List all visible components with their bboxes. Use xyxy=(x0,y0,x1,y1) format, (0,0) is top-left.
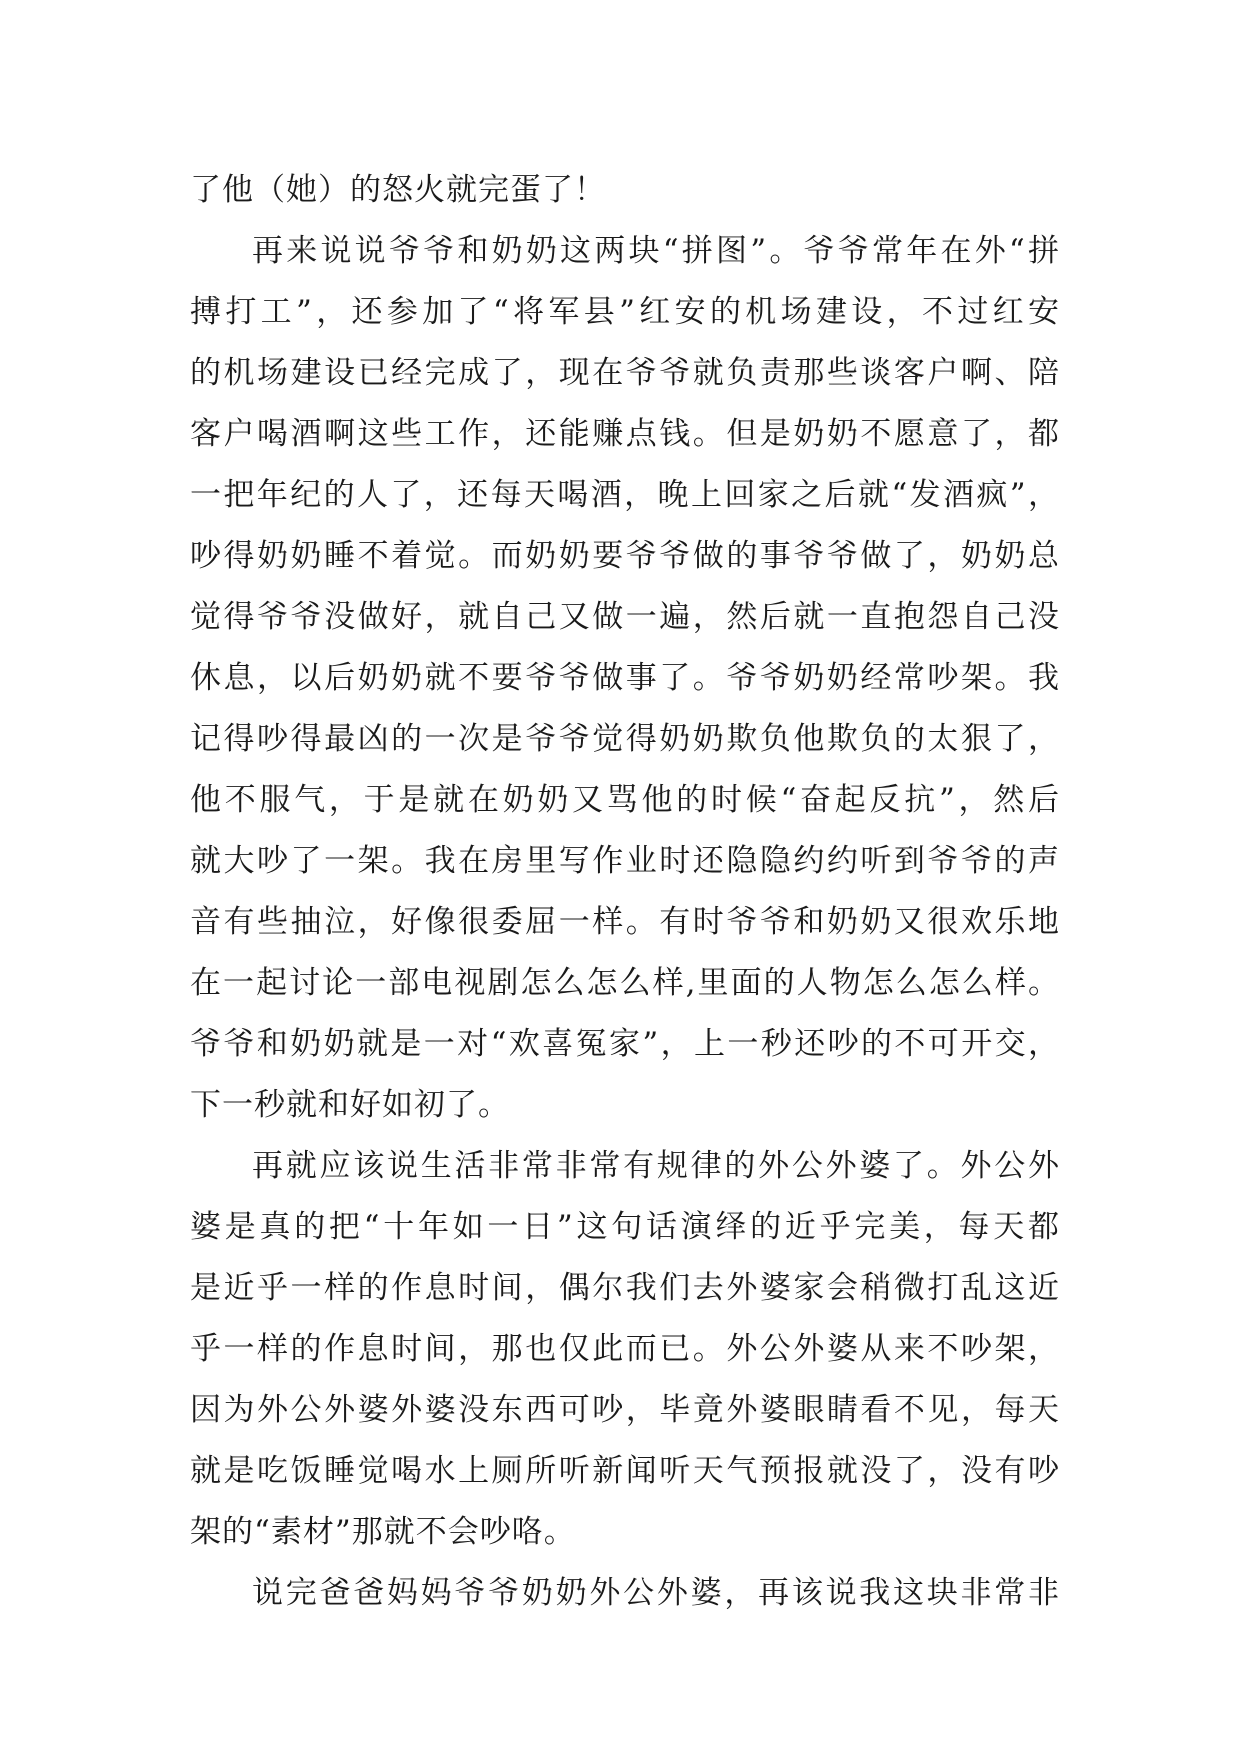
text-line: 在一起讨论一部电视剧怎么怎么样,里面的人物怎么怎么样。 xyxy=(190,965,1060,1001)
text-line: 下一秒就和好如初了。 xyxy=(190,1087,510,1123)
text-line: 爷爷和奶奶就是一对“欢喜冤家”，上一秒还吵的不可开交， xyxy=(190,1026,1060,1062)
text-line: 吵得奶奶睡不着觉。而奶奶要爷爷做的事爷爷做了，奶奶总 xyxy=(190,538,1060,574)
text-line: 觉得爷爷没做好，就自己又做一遍，然后就一直抱怨自己没 xyxy=(190,599,1060,635)
paragraph-start-line: 再来说说爷爷和奶奶这两块“拼图”。爷爷常年在外“拼 xyxy=(252,233,1060,269)
text-line: 婆是真的把“十年如一日”这句话演绎的近乎完美，每天都 xyxy=(190,1209,1060,1245)
paragraph-start-line: 再就应该说生活非常非常有规律的外公外婆了。外公外 xyxy=(252,1148,1060,1184)
text-line: 休息，以后奶奶就不要爷爷做事了。爷爷奶奶经常吵架。我 xyxy=(190,660,1060,696)
text-line: 搏打工”，还参加了“将军县”红安的机场建设，不过红安 xyxy=(190,294,1060,330)
body-text xyxy=(190,160,1060,1624)
text-line: 一把年纪的人了，还每天喝酒，晚上回家之后就“发酒疯”， xyxy=(190,477,1060,513)
paragraph-start-line: 说完爸爸妈妈爷爷奶奶外公外婆，再该说我这块非常非 xyxy=(252,1575,1060,1611)
text-line: 音有些抽泣，好像很委屈一样。有时爷爷和奶奶又很欢乐地 xyxy=(190,904,1060,940)
text-line: 就大吵了一架。我在房里写作业时还隐隐约约听到爷爷的声 xyxy=(190,843,1060,879)
text-line: 就是吃饭睡觉喝水上厕所听新闻听天气预报就没了，没有吵 xyxy=(190,1453,1060,1489)
text-line: 了他（她）的怒火就完蛋了！ xyxy=(190,172,606,208)
text-line: 是近乎一样的作息时间，偶尔我们去外婆家会稍微打乱这近 xyxy=(190,1270,1060,1306)
text-line: 乎一样的作息时间，那也仅此而已。外公外婆从来不吵架， xyxy=(190,1331,1060,1367)
text-line: 架的“素材”那就不会吵咯。 xyxy=(190,1514,576,1550)
text-line: 记得吵得最凶的一次是爷爷觉得奶奶欺负他欺负的太狠了， xyxy=(190,721,1060,757)
text-line: 因为外公外婆外婆没东西可吵，毕竟外婆眼睛看不见，每天 xyxy=(190,1392,1060,1428)
text-line: 他不服气，于是就在奶奶又骂他的时候“奋起反抗”，然后 xyxy=(190,782,1060,818)
text-line: 的机场建设已经完成了，现在爷爷就负责那些谈客户啊、陪 xyxy=(190,355,1060,391)
text-line: 客户喝酒啊这些工作，还能赚点钱。但是奶奶不愿意了，都 xyxy=(190,416,1060,452)
